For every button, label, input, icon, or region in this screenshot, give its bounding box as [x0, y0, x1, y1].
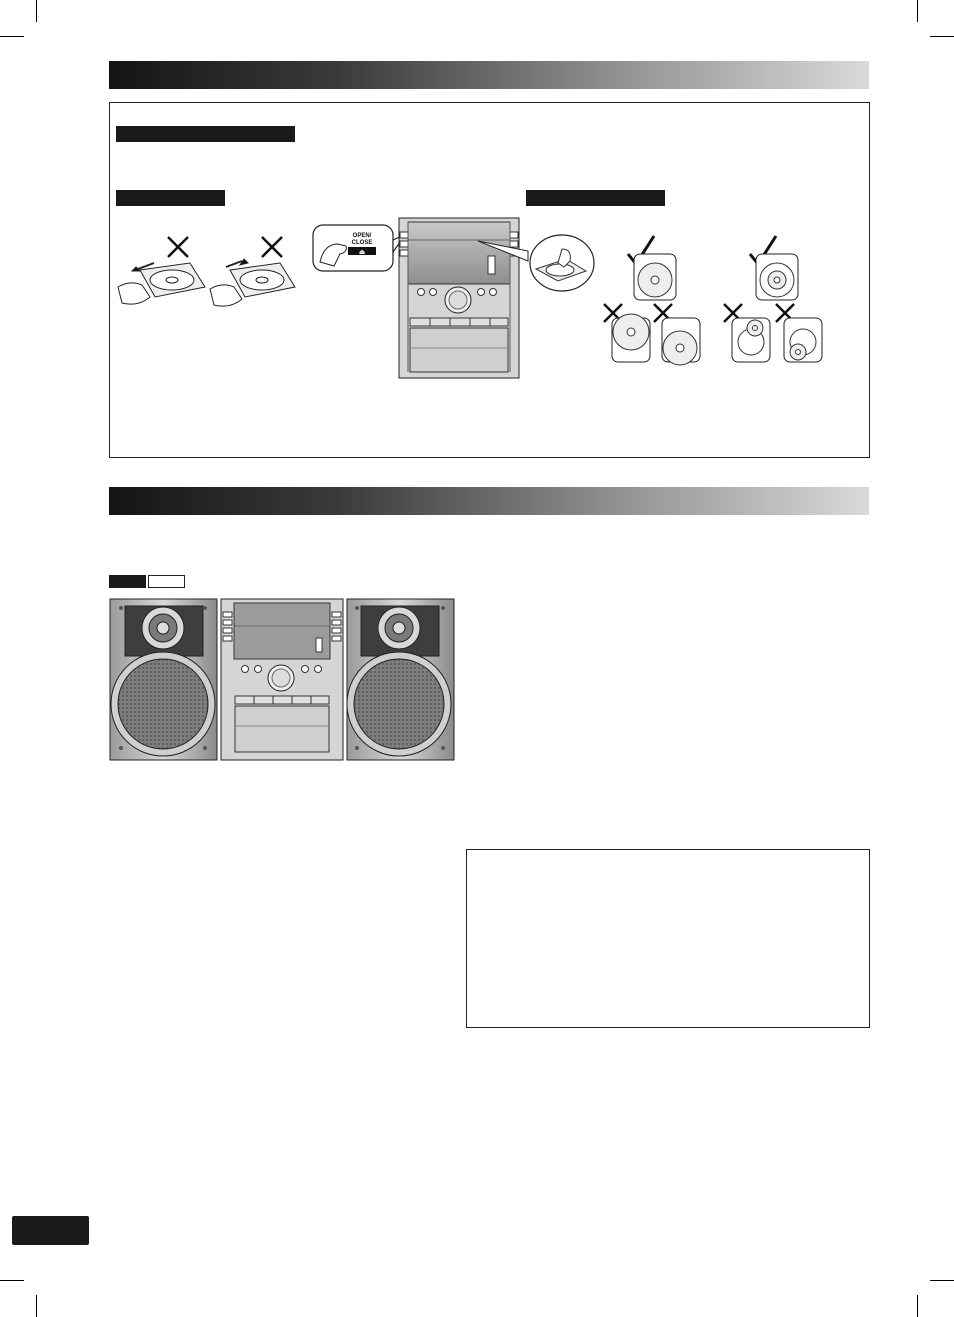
- crop-mark: [36, 0, 37, 22]
- section-header-bar: [109, 61, 869, 89]
- stereo-system-illustration: [109, 598, 455, 762]
- main-unit: [221, 599, 343, 760]
- left-speaker: [110, 599, 217, 760]
- disc-sleeve-right: [210, 259, 295, 306]
- cross-icon: [262, 237, 282, 257]
- subheading-bar: [116, 126, 295, 142]
- model-tag-dark: [109, 575, 146, 588]
- open-close-label-line1: OPEN/: [352, 233, 372, 239]
- notice-box: [466, 849, 870, 1028]
- disc-tray-wrong: [784, 318, 822, 362]
- crop-mark: [930, 36, 954, 37]
- disc-loading-illustration: [598, 232, 838, 372]
- disc-tray-correct-small: [756, 254, 798, 300]
- crop-mark: [0, 1280, 24, 1281]
- disc-tray-correct: [634, 254, 676, 300]
- disc-tray-wrong: [732, 318, 770, 362]
- crop-mark: [917, 1295, 918, 1317]
- page-number-tab: [12, 1216, 89, 1245]
- crop-mark: [36, 1295, 37, 1317]
- section-header-bar: [109, 487, 869, 515]
- open-close-callout: [310, 222, 410, 278]
- subheading-bar-handling: [116, 190, 225, 206]
- eject-symbol: ⏏: [358, 249, 366, 256]
- crop-mark: [930, 1280, 954, 1281]
- disc-tray-wrong: [612, 314, 650, 362]
- disc-tray-wrong: [662, 318, 700, 365]
- crop-mark: [917, 0, 918, 22]
- crop-mark: [0, 36, 24, 37]
- disc-tray-callout: [478, 233, 598, 295]
- subheading-bar-loading: [526, 190, 665, 206]
- model-tag-light: [148, 575, 185, 588]
- cross-icon: [168, 237, 188, 257]
- open-close-label-line2: CLOSE: [351, 240, 373, 246]
- right-speaker: [347, 599, 454, 760]
- disc-handling-illustration: [110, 225, 310, 315]
- disc-sleeve-left: [118, 263, 205, 304]
